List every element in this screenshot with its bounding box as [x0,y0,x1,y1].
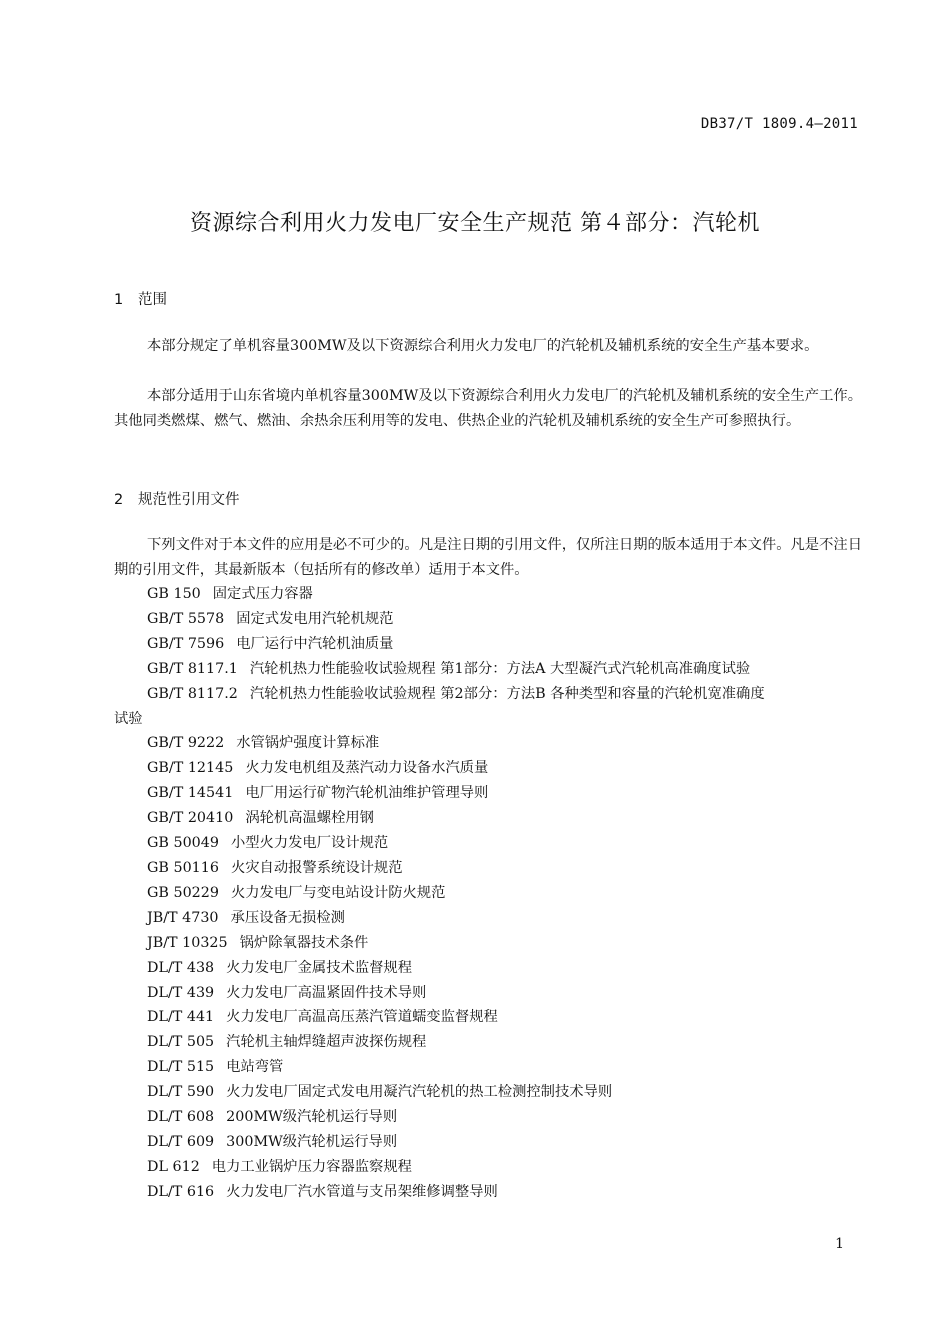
page-number: 1 [835,1236,844,1252]
reference-item: GB/T 14541 电厂用运行矿物汽轮机油维护管理导则 [147,785,489,802]
scope-paragraph-2: 本部分适用于山东省境内单机容量300MW及以下资源综合利用火力发电厂的汽轮机及辅机系统的安全生产工作。其他同类燃煤、燃气、燃油、余热余压利用等的发电、供热企业的汽轮机及辅机系统的安全生产可参照执行。 [114,388,862,429]
reference-item: GB/T 8117.1 汽轮机热力性能验收试验规程 第1部分：方法A 大型凝汽式汽轮机高准确度试验 [147,660,751,677]
reference-item: DL/T 590 火力发电厂固定式发电用凝汽汽轮机的热工检测控制技术导则 [147,1084,613,1101]
reference-item: GB/T 8117.2 汽轮机热力性能验收试验规程 第2部分：方法B 各种类型和容量的汽轮机宽准确度 [147,685,765,702]
reference-item: DL/T 515 电站弯管 [147,1059,284,1076]
reference-item: GB/T 5578 固定式发电用汽轮机规范 [147,610,394,627]
references-intro-paragraph: 下列文件对于本文件的应用是必不可少的。凡是注日期的引用文件，仅所注日期的版本适用于本文件。凡是不注日期的引用文件，其最新版本（包括所有的修改单）适用于本文件。 [114,537,862,578]
reference-item-continuation: 试验 [114,710,143,727]
section-1-heading [114,288,167,309]
reference-item: DL/T 438 火力发电厂金属技术监督规程 [147,959,413,976]
reference-item: GB 50049 小型火力发电厂设计规范 [147,835,389,852]
section-number: 2 [114,492,124,508]
reference-item: GB 50116 火灾自动报警系统设计规范 [147,859,403,876]
section-number: 1 [114,292,124,308]
document-title: 资源综合利用火力发电厂安全生产规范 第４部分：汽轮机 [190,211,760,236]
reference-item: JB/T 10325 锅炉除氧器技术条件 [147,934,369,951]
reference-item: GB/T 9222 水管锅炉强度计算标准 [147,735,380,752]
reference-item: DL/T 609 300MW级汽轮机运行导则 [147,1133,398,1150]
reference-item: GB 50229 火力发电厂与变电站设计防火规范 [147,884,446,901]
section-2-heading [114,488,240,509]
reference-item: DL/T 616 火力发电厂汽水管道与支吊架维修调整导则 [147,1183,498,1200]
reference-item: DL/T 439 火力发电厂高温紧固件技术导则 [147,984,427,1001]
section-title: 规范性引用文件 [138,492,240,508]
reference-item: DL/T 441 火力发电厂高温高压蒸汽管道蠕变监督规程 [147,1009,498,1026]
normative-references-list [114,582,862,1205]
standard-code: DB37/T 1809.4—2011 [700,116,858,132]
reference-item: JB/T 4730 承压设备无损检测 [147,909,345,926]
reference-item: GB/T 20410 涡轮机高温螺栓用钢 [147,810,374,827]
reference-item: DL/T 608 200MW级汽轮机运行导则 [147,1109,398,1126]
reference-item: DL 612 电力工业锅炉压力容器监察规程 [147,1158,412,1175]
section-title: 范围 [138,292,167,308]
reference-item: GB/T 7596 电厂运行中汽轮机油质量 [147,635,394,652]
reference-item: GB/T 12145 火力发电机组及蒸汽动力设备水汽质量 [147,760,489,777]
reference-item: DL/T 505 汽轮机主轴焊缝超声波探伤规程 [147,1034,427,1051]
reference-item: GB 150 固定式压力容器 [147,586,313,602]
scope-paragraph-1: 本部分规定了单机容量300MW及以下资源综合利用火力发电厂的汽轮机及辅机系统的安全生产基本要求。 [147,338,819,354]
